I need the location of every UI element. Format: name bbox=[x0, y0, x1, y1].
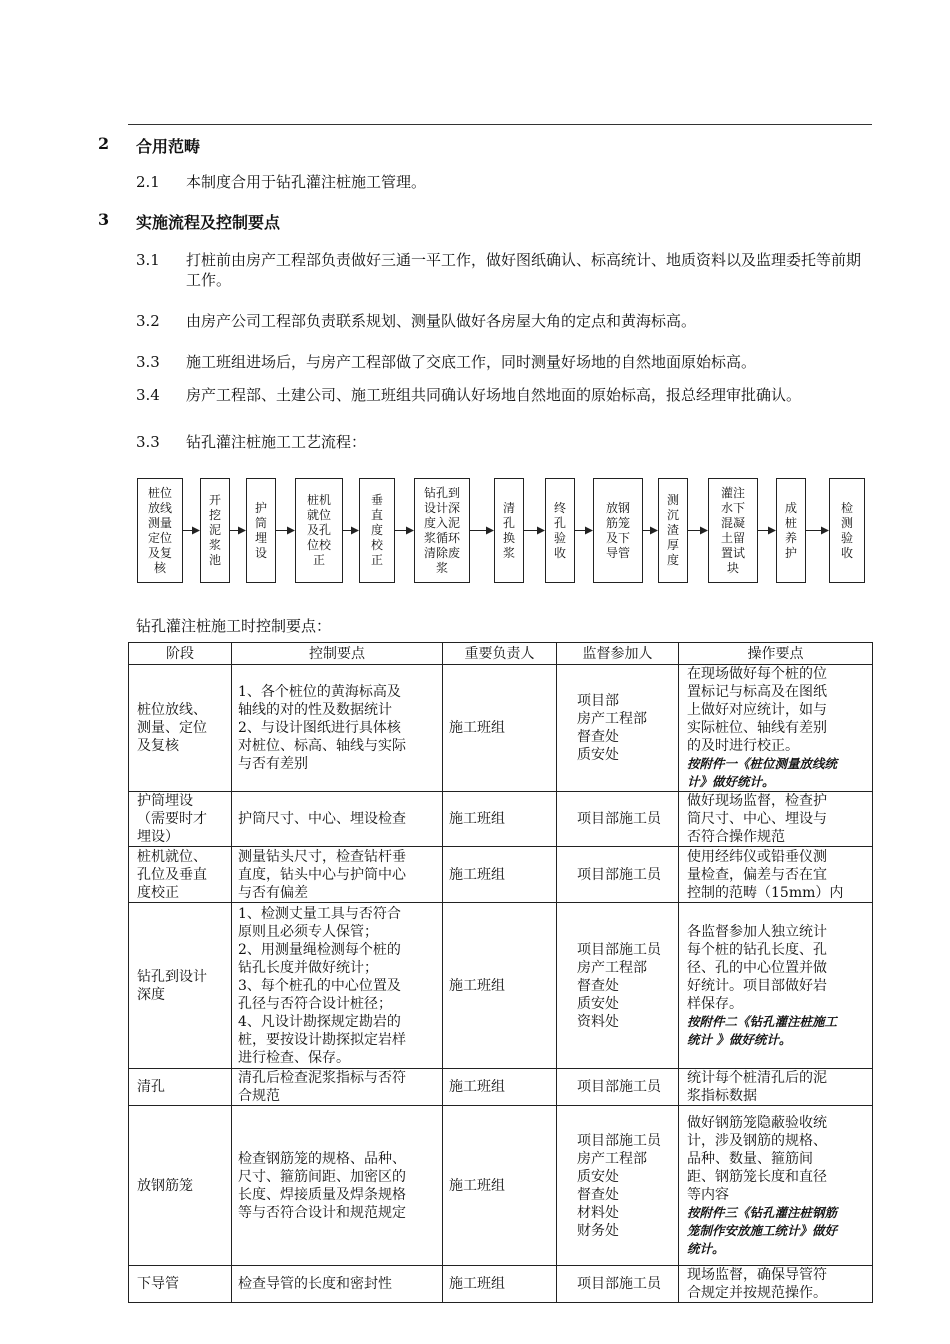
paragraph-text: 由房产公司工程部负责联系规划、测量队做好各房屋大角的定点和黄海标高。 bbox=[186, 312, 697, 330]
cell-control-points-line: 孔径与否符合设计桩径； bbox=[238, 995, 392, 1012]
flow-step bbox=[494, 478, 524, 583]
flow-step-text: 筋笼 bbox=[605, 515, 630, 530]
flow-step-text: 导管 bbox=[605, 545, 630, 560]
flow-step bbox=[414, 478, 470, 583]
cell-supervisors bbox=[557, 1106, 679, 1266]
cell-supervisors-line: 督查处 bbox=[577, 729, 619, 745]
cell-control-points-line: 与否有差别 bbox=[238, 756, 308, 772]
cell-supervisors bbox=[557, 665, 679, 792]
flow-step-text: 测 bbox=[666, 493, 679, 507]
cell-control-points-line: 检查导管的长度和密封性 bbox=[238, 1276, 392, 1292]
flow-step-text: 浆循环 bbox=[423, 530, 460, 545]
cell-stage-line: 清孔 bbox=[137, 1079, 165, 1095]
cell-stage bbox=[129, 665, 232, 792]
cell-operations-line: 在现场做好每个桩的位 bbox=[687, 666, 827, 682]
attachment-note: 按附件二《钻孔灌注桩施工 bbox=[687, 1013, 838, 1029]
attachment-note: 按附件三《钻孔灌注桩钢筋 bbox=[687, 1204, 838, 1220]
flow-step-text: 测 bbox=[840, 515, 853, 530]
cell-stage-line: 孔位及垂直 bbox=[137, 866, 207, 883]
flow-step-text: 浆 bbox=[502, 545, 515, 560]
paragraph-text: 钻孔灌注桩施工工艺流程： bbox=[186, 433, 367, 451]
cell-control-points-line: 尺寸、箍筋间距、加密区的 bbox=[238, 1168, 406, 1185]
cell-control-points-line: 合规范 bbox=[238, 1088, 280, 1104]
flow-step bbox=[295, 478, 343, 583]
attachment-note: 计》做好统计。 bbox=[687, 774, 775, 789]
cell-owner: 施工班组 bbox=[443, 847, 557, 903]
cell-stage bbox=[129, 1266, 232, 1303]
cell-stage-line: 钻孔到设计 bbox=[137, 968, 207, 985]
cell-control-points-line: 2、与设计图纸进行具体核 bbox=[238, 720, 401, 736]
cell-stage-line: （需要时才 bbox=[137, 811, 207, 827]
table-header-row bbox=[129, 643, 873, 665]
cell-control-points bbox=[232, 1106, 443, 1266]
cell-supervisors-line: 项目部施工员 bbox=[577, 1079, 661, 1095]
header-rule bbox=[128, 124, 872, 125]
table-row bbox=[129, 903, 873, 1069]
table-row bbox=[129, 1266, 873, 1303]
cell-operations bbox=[679, 903, 873, 1069]
cell-supervisors-line: 项目部施工员 bbox=[577, 811, 661, 827]
cell-control-points-line: 与否有偏差 bbox=[238, 884, 308, 901]
cell-control-points bbox=[232, 903, 443, 1069]
cell-operations-line: 现场监督，确保导管符 bbox=[687, 1267, 827, 1283]
flow-step-text: 土留 bbox=[720, 530, 745, 545]
cell-supervisors-line: 房产工程部 bbox=[577, 711, 647, 727]
flow-step-text: 筒 bbox=[254, 515, 267, 530]
cell-supervisors-line: 质安处 bbox=[577, 747, 619, 763]
cell-control-points bbox=[232, 847, 443, 903]
cell-control-points-line: 进行检查、保存。 bbox=[238, 1049, 350, 1066]
cell-control-points-line: 等与否符合设计和规范规定 bbox=[238, 1204, 406, 1221]
flow-step bbox=[545, 478, 575, 583]
cell-operations-line: 做好钢筋笼隐蔽验收统 bbox=[687, 1114, 827, 1131]
section-number: 2 bbox=[98, 134, 110, 153]
cell-supervisors bbox=[557, 792, 679, 847]
attachment-note: 统计 》做好统计。 bbox=[687, 1031, 792, 1047]
cell-stage-line: 埋设） bbox=[137, 829, 179, 845]
paragraph-number: 2.1 bbox=[136, 173, 160, 191]
cell-owner: 施工班组 bbox=[443, 1106, 557, 1266]
flow-step bbox=[829, 478, 865, 583]
flow-step-text: 验 bbox=[553, 530, 566, 545]
flow-step-text: 钻孔到 bbox=[423, 485, 460, 500]
cell-supervisors-line: 房产工程部 bbox=[577, 1150, 647, 1167]
cell-stage bbox=[129, 1069, 232, 1106]
flow-step-text: 混凝 bbox=[720, 515, 745, 530]
flow-step bbox=[246, 478, 276, 583]
cell-operations-line: 样保存。 bbox=[687, 995, 743, 1012]
flow-step-text: 正 bbox=[370, 553, 383, 567]
paragraph-number: 3.1 bbox=[136, 251, 160, 269]
flow-step-text: 挖 bbox=[208, 508, 221, 522]
flow-step-text: 桩 bbox=[784, 515, 797, 530]
cell-operations-line: 每个桩的钻孔长度、孔 bbox=[687, 941, 827, 958]
cell-control-points bbox=[232, 665, 443, 792]
header-control-points: 控制要点 bbox=[232, 643, 443, 665]
cell-supervisors-line: 督查处 bbox=[577, 1186, 619, 1203]
cell-control-points-line: 长度、焊接质量及焊条规格 bbox=[238, 1186, 406, 1203]
cell-operations-line: 浆指标数据 bbox=[687, 1088, 757, 1104]
flow-step-text: 桩机 bbox=[306, 493, 331, 507]
cell-operations-line: 的及时进行校正。 bbox=[687, 738, 799, 754]
flow-step-text: 成 bbox=[784, 500, 797, 515]
header-operations: 操作要点 bbox=[679, 643, 873, 665]
table-row bbox=[129, 792, 873, 847]
cell-control-points-line: 对桩位、标高、轴线与实际 bbox=[238, 738, 406, 754]
cell-operations-line: 合规定并按规范操作。 bbox=[687, 1285, 827, 1301]
cell-stage-line: 测量、定位 bbox=[137, 720, 207, 736]
cell-control-points-line: 原则且必须专人保管； bbox=[238, 923, 378, 940]
table-caption: 钻孔灌注桩施工时控制要点： bbox=[136, 617, 332, 635]
flow-step-text: 换 bbox=[502, 530, 515, 545]
flow-step-text: 孔 bbox=[502, 515, 515, 530]
cell-control-points-line: 2、用测量绳检测每个桩的 bbox=[238, 941, 401, 958]
cell-operations-line: 径、孔的中心位置并做 bbox=[687, 959, 827, 976]
flow-step-text: 及下 bbox=[605, 530, 630, 545]
cell-supervisors-line: 项目部施工员 bbox=[577, 1132, 661, 1149]
paragraph-number: 3.3 bbox=[136, 433, 160, 451]
flow-step-text: 垂 bbox=[370, 493, 383, 507]
flow-step-text: 开 bbox=[208, 493, 221, 507]
flow-step-text: 护 bbox=[254, 500, 267, 515]
cell-supervisors bbox=[557, 903, 679, 1069]
flow-step-text: 放线 bbox=[147, 500, 172, 515]
cell-control-points-line: 护筒尺寸、中心、埋设检查 bbox=[238, 811, 406, 827]
cell-operations-line: 各监督参加人独立统计 bbox=[687, 923, 827, 940]
table-row bbox=[129, 1106, 873, 1266]
control-points-table bbox=[128, 642, 873, 1303]
flow-step-text: 收 bbox=[553, 545, 566, 560]
cell-stage bbox=[129, 1106, 232, 1266]
flow-step-text: 度 bbox=[666, 553, 679, 567]
flow-step-text: 检 bbox=[840, 500, 853, 515]
attachment-note: 笼制作安放施工统计》做好 bbox=[687, 1222, 838, 1238]
cell-supervisors-line: 项目部 bbox=[577, 693, 619, 709]
paragraph-text: 本制度合用于钻孔灌注桩施工管理。 bbox=[186, 173, 427, 191]
flow-step-text: 度 bbox=[370, 523, 383, 537]
cell-stage-line: 深度 bbox=[137, 986, 165, 1003]
cell-operations-line: 计，涉及钢筋的规格、 bbox=[687, 1132, 827, 1149]
cell-operations-line: 品种、数量、箍筋间 bbox=[687, 1150, 813, 1167]
flow-step-text: 及孔 bbox=[306, 523, 331, 537]
cell-operations bbox=[679, 665, 873, 792]
cell-operations-line: 控制的范畴（15mm）内 bbox=[687, 884, 844, 901]
flow-step-text: 置试 bbox=[720, 545, 745, 560]
cell-supervisors-line: 材料处 bbox=[577, 1204, 619, 1221]
flow-step-text: 浆 bbox=[435, 560, 448, 575]
cell-control-points-line: 直度，钻头中心与护筒中心 bbox=[238, 866, 406, 883]
flow-step-text: 校 bbox=[370, 538, 383, 552]
cell-operations-line: 上做好对应统计，如与 bbox=[687, 702, 827, 718]
flow-step-text: 就位 bbox=[306, 508, 331, 522]
cell-supervisors-line: 资料处 bbox=[577, 1013, 619, 1030]
paragraph-number: 3.3 bbox=[136, 353, 160, 371]
cell-stage-line: 放钢筋笼 bbox=[137, 1177, 193, 1194]
cell-control-points bbox=[232, 1266, 443, 1303]
cell-operations-line: 置标记与标高及在图纸 bbox=[687, 684, 827, 700]
header-owner: 重要负责人 bbox=[443, 643, 557, 665]
flow-step-text: 直 bbox=[370, 508, 383, 522]
flow-step-text: 设计深 bbox=[423, 500, 460, 515]
flow-step-text: 泥 bbox=[208, 523, 221, 537]
cell-control-points-line: 3、每个桩孔的中心位置及 bbox=[238, 977, 401, 994]
cell-stage-line: 度校正 bbox=[137, 884, 179, 901]
cell-stage-line: 下导管 bbox=[137, 1276, 179, 1292]
flow-step-text: 养 bbox=[784, 530, 797, 545]
flow-step-text: 渣 bbox=[666, 523, 679, 537]
cell-control-points-line: 4、凡设计勘探规定勘岩的 bbox=[238, 1013, 401, 1030]
flow-step-text: 厚 bbox=[666, 538, 679, 552]
flow-step-text: 放钢 bbox=[605, 500, 630, 515]
flow-step-text: 护 bbox=[784, 545, 797, 560]
flow-step-text: 清 bbox=[502, 500, 515, 515]
cell-supervisors bbox=[557, 1266, 679, 1303]
cell-supervisors-line: 质安处 bbox=[577, 995, 619, 1012]
cell-operations bbox=[679, 1069, 873, 1106]
cell-owner: 施工班组 bbox=[443, 792, 557, 847]
flow-step-text: 收 bbox=[840, 545, 853, 560]
paragraph-text: 施工班组进场后，与房产工程部做了交底工作，同时测量好场地的自然地面原始标高。 bbox=[186, 353, 757, 371]
attachment-note: 统计。 bbox=[687, 1240, 725, 1256]
cell-control-points-line: 桩，要按设计勘探拟定岩样 bbox=[238, 1031, 406, 1048]
cell-control-points-line: 1、检测丈量工具与否符合 bbox=[238, 905, 401, 922]
cell-owner: 施工班组 bbox=[443, 1069, 557, 1106]
attachment-note: 按附件一《桩位测量放线统 bbox=[687, 756, 838, 771]
flow-step-text: 测量 bbox=[147, 515, 172, 530]
cell-control-points bbox=[232, 792, 443, 847]
flow-step-text: 清除废 bbox=[423, 545, 460, 560]
cell-control-points bbox=[232, 1069, 443, 1106]
section-title: 实施流程及控制要点 bbox=[136, 213, 281, 232]
cell-supervisors bbox=[557, 1069, 679, 1106]
header-supervisors: 监督参加人 bbox=[557, 643, 679, 665]
flow-step-text: 池 bbox=[208, 553, 221, 567]
section-number: 3 bbox=[98, 210, 110, 229]
cell-control-points-line: 测量钻头尺寸，检查钻杆垂 bbox=[238, 848, 406, 865]
cell-operations-line: 量检查，偏差与否在宜 bbox=[687, 866, 827, 883]
flow-step bbox=[776, 478, 806, 583]
flow-step bbox=[359, 478, 395, 583]
flow-step-text: 核 bbox=[153, 560, 166, 575]
flow-step bbox=[593, 478, 643, 583]
flow-step bbox=[708, 478, 758, 583]
cell-supervisors-line: 财务处 bbox=[577, 1222, 619, 1239]
flow-step-text: 灌注 bbox=[720, 485, 745, 500]
table-row bbox=[129, 1069, 873, 1106]
flow-step-text: 块 bbox=[726, 560, 739, 575]
cell-operations bbox=[679, 1106, 873, 1266]
cell-supervisors-line: 项目部施工员 bbox=[577, 941, 661, 958]
cell-control-points-line: 1、各个桩位的黄海标高及 bbox=[238, 684, 401, 700]
cell-stage-line: 桩位放线、 bbox=[137, 702, 207, 718]
flow-step bbox=[137, 478, 183, 583]
table-row bbox=[129, 665, 873, 792]
flow-step-text: 及复 bbox=[147, 545, 172, 560]
cell-operations bbox=[679, 1266, 873, 1303]
cell-owner: 施工班组 bbox=[443, 903, 557, 1069]
header-stage: 阶段 bbox=[129, 643, 232, 665]
flow-step-text: 终 bbox=[553, 500, 566, 515]
cell-operations bbox=[679, 847, 873, 903]
flow-step-text: 水下 bbox=[720, 500, 745, 515]
cell-supervisors-line: 房产工程部 bbox=[577, 959, 647, 976]
flow-step-text: 设 bbox=[254, 545, 267, 560]
cell-operations-line: 使用经纬仪或铅垂仪测 bbox=[687, 848, 827, 865]
cell-stage-line: 及复核 bbox=[137, 738, 179, 754]
cell-operations-line: 好统计。项目部做好岩 bbox=[687, 977, 827, 994]
flow-step-text: 埋 bbox=[254, 530, 267, 545]
cell-operations-line: 实际桩位、轴线有差别 bbox=[687, 720, 827, 736]
cell-stage bbox=[129, 903, 232, 1069]
cell-supervisors bbox=[557, 847, 679, 903]
cell-owner: 施工班组 bbox=[443, 1266, 557, 1303]
flow-step-text: 位校 bbox=[306, 538, 331, 552]
cell-operations-line: 距、钢筋笼长度和直径 bbox=[687, 1168, 827, 1185]
flow-step bbox=[200, 478, 230, 583]
cell-control-points-line: 清孔后检查泥浆指标与否符 bbox=[238, 1070, 406, 1086]
cell-supervisors-line: 项目部施工员 bbox=[577, 1276, 661, 1292]
flow-step-text: 定位 bbox=[147, 530, 172, 545]
cell-stage bbox=[129, 847, 232, 903]
cell-operations-line: 做好现场监督，检查护 bbox=[687, 793, 827, 809]
table-row bbox=[129, 847, 873, 903]
flow-step-text: 验 bbox=[840, 530, 853, 545]
flow-step-text: 桩位 bbox=[147, 485, 172, 500]
cell-control-points-line: 检查钢筋笼的规格、品种、 bbox=[238, 1150, 406, 1167]
paragraph-text: 房产工程部、土建公司、施工班组共同确认好场地自然地面的原始标高，报总经理审批确认。 bbox=[186, 386, 802, 404]
cell-supervisors-line: 督查处 bbox=[577, 977, 619, 994]
flow-step-text: 孔 bbox=[553, 515, 566, 530]
cell-operations-line: 等内容 bbox=[687, 1186, 729, 1203]
cell-control-points-line: 钻孔长度并做好统计； bbox=[238, 959, 378, 976]
cell-stage bbox=[129, 792, 232, 847]
cell-control-points-line: 轴线的对的性及数据统计 bbox=[238, 702, 392, 718]
cell-operations-line: 否符合操作规范 bbox=[687, 829, 785, 845]
paragraph-number: 3.2 bbox=[136, 312, 160, 330]
cell-operations-line: 统计每个桩清孔后的泥 bbox=[687, 1070, 827, 1086]
cell-operations bbox=[679, 792, 873, 847]
cell-operations-line: 筒尺寸、中心、埋设与 bbox=[687, 811, 827, 827]
cell-owner: 施工班组 bbox=[443, 665, 557, 792]
paragraph-text: 打桩前由房产工程部负责做好三通一平工作，做好图纸确认、标高统计、地质资料以及监理委托等前期工作。 bbox=[186, 251, 862, 289]
cell-stage-line: 护筒埋设 bbox=[137, 793, 193, 809]
cell-supervisors-line: 质安处 bbox=[577, 1168, 619, 1185]
flow-step-text: 度入泥 bbox=[423, 515, 460, 530]
flow-step bbox=[658, 478, 688, 583]
flow-step-text: 浆 bbox=[208, 538, 221, 552]
cell-supervisors-line: 项目部施工员 bbox=[577, 866, 661, 883]
flow-step-text: 沉 bbox=[666, 508, 679, 522]
section-title: 合用范畴 bbox=[136, 137, 201, 156]
cell-stage-line: 桩机就位、 bbox=[137, 848, 207, 865]
flow-step-text: 正 bbox=[312, 553, 325, 567]
paragraph-number: 3.4 bbox=[136, 386, 160, 404]
